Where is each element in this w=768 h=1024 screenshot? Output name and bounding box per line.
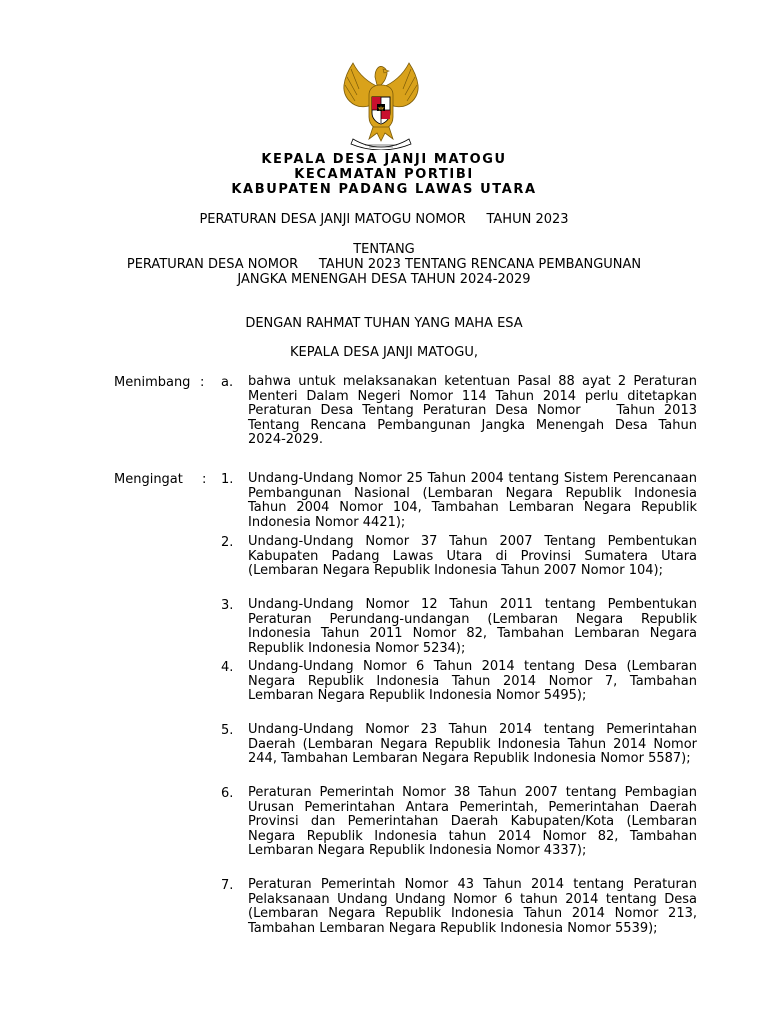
regulation-title: PERATURAN DESA JANJI MATOGU NOMOR TAHUN 2023 (199, 212, 569, 227)
enacting-authority: KEPALA DESA JANJI MATOGU, (290, 345, 478, 360)
tentang-line-2: JANGKA MENENGAH DESA TAHUN 2024-2029 (237, 272, 531, 287)
mengingat-item-marker: 5. (221, 723, 234, 738)
header-line-village-head: KEPALA DESA JANJI MATOGU (261, 152, 507, 167)
mengingat-item-marker: 2. (221, 535, 234, 550)
mengingat-item-text: Undang-Undang Nomor 37 Tahun 2007 Tentang Pembentukan Kabupaten Padang Lawas Utara di Provinsi Sumatera Utara (Lembaran Negara Republik Indonesia Tahun 2007 Nomor 104); (248, 534, 697, 578)
menimbang-item-text: bahwa untuk melaksanakan ketentuan Pasal 88 ayat 2 Peraturan Menteri Dalam Negeri Nomor 114 Tahun 2014 perlu ditetapkan Peraturan Desa Tentang Peraturan Desa Nomor Tahun 2013 Tentang Rencana Pembangunan Jangka Menengah Desa Tahun 2024-2029. (248, 374, 702, 447)
mengingat-item-text: Undang-Undang Nomor 6 Tahun 2014 tentang Desa (Lembaran Negara Republik Indonesia Tahun 2014 Nomor 7, Tambahan Lembaran Negara Republik Indonesia Nomor 5495); (248, 659, 697, 703)
mengingat-item-marker: 4. (221, 660, 234, 675)
mengingat-item-text: Undang-Undang Nomor 12 Tahun 2011 tentang Pembentukan Peraturan Perundang-undangan (Lembaran Negara Republik Indonesia Tahun 2011 Nomor 82, Tambahan Lembaran Negara Republik Indonesia Nomor 5234); (248, 597, 697, 656)
garuda-pancasila-emblem-icon (339, 55, 423, 150)
tentang-line-1: PERATURAN DESA NOMOR TAHUN 2023 TENTANG RENCANA PEMBANGUNAN (126, 257, 642, 272)
mengingat-item-text: Peraturan Pemerintah Nomor 43 Tahun 2014 tentang Peraturan Pelaksanaan Undang Undang Nomor 6 tahun 2014 tentang Desa (Lembaran Negara Republik Indonesia Tahun 2014 Nomor 213, Tambahan Lembaran Negara Republik Indonesia Nomor 5539); (248, 877, 697, 936)
menimbang-item-marker: a. (221, 375, 234, 390)
invocation: DENGAN RAHMAT TUHAN YANG MAHA ESA (245, 316, 523, 331)
mengingat-item-marker: 3. (221, 598, 234, 613)
menimbang-colon: : (200, 375, 205, 390)
mengingat-item-marker: 7. (221, 878, 234, 893)
mengingat-label: Mengingat (114, 472, 183, 487)
header-line-regency: KABUPATEN PADANG LAWAS UTARA (231, 182, 537, 197)
menimbang-label: Menimbang (114, 375, 191, 390)
mengingat-item-text: Undang-Undang Nomor 23 Tahun 2014 tentang Pemerintahan Daerah (Lembaran Negara Republik Indonesia Tahun 2014 Nomor 244, Tambahan Lembaran Negara Republik Indonesia Nomor 5587); (248, 722, 697, 766)
mengingat-item-marker: 6. (221, 786, 234, 801)
mengingat-colon: : (202, 472, 207, 487)
tentang-label: TENTANG (353, 242, 415, 257)
mengingat-item-text: Peraturan Pemerintah Nomor 38 Tahun 2007 tentang Pembagian Urusan Pemerintahan Antara Pemerintah, Pemerintahan Daerah Provinsi dan Pemerintahan Daerah Kabupaten/Kota (Lembaran Negara Republik Indonesia tahun 2014 Nomor 82, Tambahan Lembaran Negara Republik Indonesia Nomor 4337); (248, 785, 697, 858)
mengingat-item-marker: 1. (221, 472, 234, 487)
header-line-subdistrict: KECAMATAN PORTIBI (294, 167, 474, 182)
mengingat-item-text: Undang-Undang Nomor 25 Tahun 2004 tentang Sistem Perencanaan Pembangunan Nasional (Lembaran Negara Republik Indonesia Tahun 2004 Nomor 104, Tambahan Lembaran Negara Republik Indonesia Nomor 4421); (248, 471, 697, 530)
